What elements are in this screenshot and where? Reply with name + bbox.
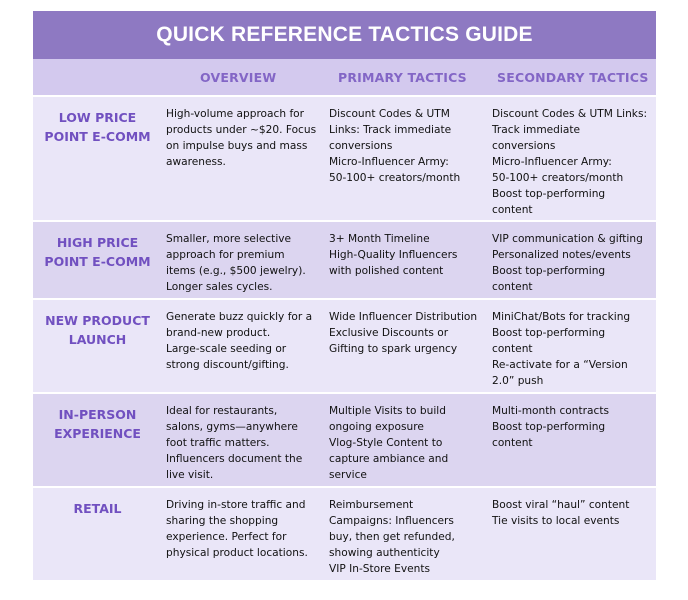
primary-tactics-cell: Discount Codes & UTM Links: Track immediate conversions Micro-Influencer Army: 50-100+ creators/month [329, 108, 461, 184]
category-line: POINT E-COMM [44, 254, 151, 269]
overview-cell: Generate buzz quickly for a brand-new product. Large-scale seeding or strong discount/gifting. [166, 311, 313, 371]
secondary-tactics-cell: Multi-month contracts Boost top-performing content [492, 405, 609, 449]
table-row-high-price [33, 220, 656, 298]
category-line: IN-PERSON [58, 407, 137, 422]
category-line: LOW PRICE [58, 110, 137, 125]
row-category [33, 488, 162, 580]
table-row-low-price [33, 95, 656, 220]
primary-tactics-cell: Reimbursement Campaigns: Influencers buy, then get refunded, showing authenticity VIP In-Store Events [329, 499, 455, 575]
overview-cell: Driving in-store traffic and sharing the shopping experience. Perfect for physical product locations. [166, 499, 308, 559]
overview-cell: Ideal for restaurants, salons, gyms—anywhere foot traffic matters. Influencers document the live visit. [166, 405, 303, 481]
overview-cell: Smaller, more selective approach for premium items (e.g., $500 jewelry). Longer sales cycles. [166, 233, 306, 293]
row-category [33, 300, 162, 392]
category-line: POINT E-COMM [44, 129, 151, 144]
category-line: HIGH PRICE [56, 235, 139, 250]
column-header-row [33, 59, 656, 95]
category-line: RETAIL [73, 501, 122, 516]
row-category [33, 394, 162, 486]
primary-tactics-cell: Multiple Visits to build ongoing exposure Vlog-Style Content to capture ambiance and service [329, 405, 449, 481]
primary-tactics-cell: Wide Influencer Distribution Exclusive Discounts or Gifting to spark urgency [329, 311, 478, 355]
table-row-in-person [33, 392, 656, 486]
tactics-guide [33, 11, 656, 580]
secondary-tactics-cell: MiniChat/Bots for tracking Boost top-performing content Re-activate for a “Version 2.0” push [492, 311, 631, 387]
secondary-tactics-cell: Boost viral “haul” content Tie visits to local events [492, 499, 630, 527]
guide-title: QUICK REFERENCE TACTICS GUIDE [33, 11, 656, 59]
header-category-empty [33, 72, 162, 83]
header-secondary-tactics: SECONDARY TACTICS [497, 69, 649, 85]
primary-tactics-cell: 3+ Month Timeline High-Quality Influencers with polished content [329, 233, 458, 277]
table-row-retail [33, 486, 656, 580]
table-row-new-product [33, 298, 656, 392]
category-line: EXPERIENCE [54, 426, 141, 441]
secondary-tactics-cell: Discount Codes & UTM Links: Track immediate conversions Micro-Influencer Army: 50-100+ creators/month Boost top-performing content [492, 108, 648, 216]
row-category [33, 222, 162, 298]
category-line: NEW PRODUCT [45, 313, 150, 328]
overview-cell: High-volume approach for products under ~$20. Focus on impulse buys and mass awareness. [166, 108, 317, 168]
row-category [33, 97, 162, 220]
header-overview: OVERVIEW [200, 69, 277, 85]
category-line: LAUNCH [68, 332, 127, 347]
secondary-tactics-cell: VIP communication & gifting Personalized notes/events Boost top-performing content [492, 233, 643, 293]
header-primary-tactics: PRIMARY TACTICS [338, 69, 467, 85]
